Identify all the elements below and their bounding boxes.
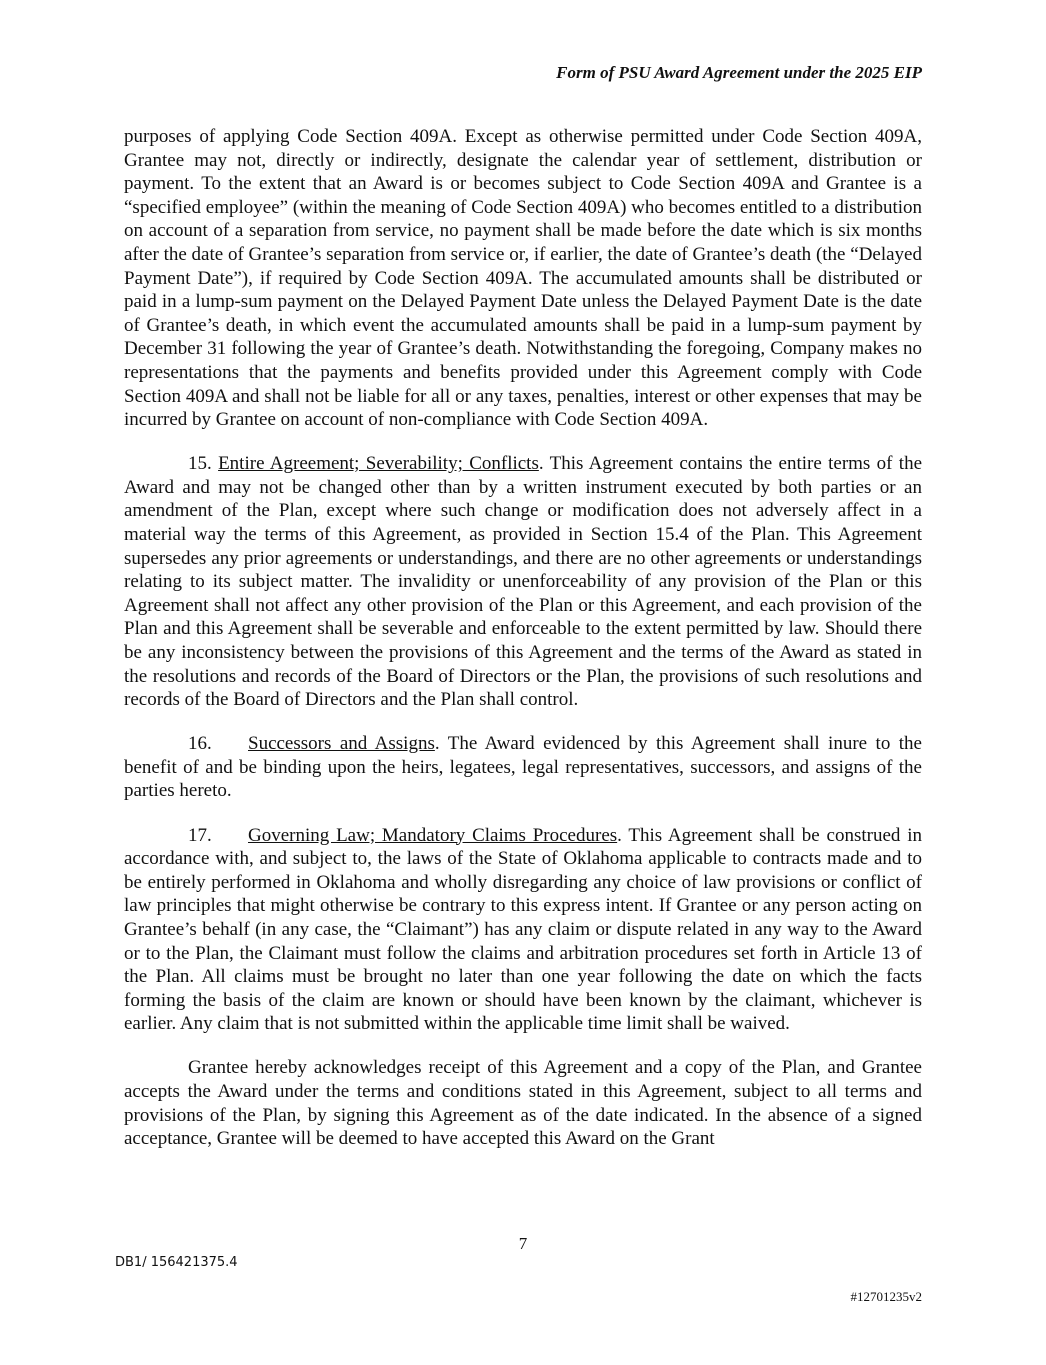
section-14-continuation: purposes of applying Code Section 409A. Except as otherwise permitted under Code Section 409A, Grantee may not, directly or indirectly, designate the calendar year of settlement, distribution or payment. To the extent that an Award is or becomes subject to Code Section 409A and Grantee is a “specified employee” (within the meaning of Code Section 409A) who becomes entitled to a distribution on account of a separation from service, no payment shall be made before the date which is six months after the date of Grantee’s separation from service or, if earlier, the date of Grantee’s death (the “Delayed Payment Date”), if required by Code Section 409A. The accumulated amounts shall be distributed or paid in a lump-sum payment on the Delayed Payment Date unless the Delayed Payment Date is the date of Grantee’s death, in which event the accumulated amounts shall be paid in a lump-sum payment by December 31 following the year of Grantee’s death. Notwithstanding the foregoing, Company makes no representations that the payments and benefits provided under this Agreement comply with Code Section 409A and shall not be liable for all or any taxes, penalties, interest or other expenses that may be incurred by Grantee on account of non-compliance with Code Section 409A. bbox=[124, 126, 922, 431]
section-17-number: 17. bbox=[188, 824, 212, 846]
section-15-body: . This Agreement contains the entire terms of the Award and may not be changed other than by a written instrument executed by both parties or an amendment of the Plan, except where such change or modification does not adversely affect in a material way the terms of this Agreement, as provided in Section 15.4 of the Plan. This Agreement supersedes any prior agreements or understandings, and there are no other agreements or understandings relating to its subject matter. The invalidity or unenforceability of any provision of the Plan or this Agreement shall not affect any other provision of the Plan or this Agreement, and each provision of the Plan and this Agreement shall be severable and enforceable to the extent permitted by law. Should there be any inconsistency between the provisions of this Agreement and the terms of the Award as stated in the resolutions and records of the Board of Directors or the Plan, the provisions of such resolutions and records of the Board of Directors and the Plan shall control. bbox=[124, 453, 923, 711]
section-16-paragraph bbox=[124, 732, 922, 803]
document-header-title: Form of PSU Award Agreement under the 2025 EIP bbox=[556, 63, 922, 82]
section-16-body: . The Award evidenced by this Agreement shall inure to the benefit of and be binding upon the heirs, legatees, legal representatives, successors, and assigns of the parties hereto. bbox=[124, 733, 922, 802]
acknowledgment-text: Grantee hereby acknowledges receipt of this Agreement and a copy of the Plan, and Grantee accepts the Award under the terms and conditions stated in this Agreement, subject to all terms and provisions of the Plan, by signing this Agreement as of the date indicated. In the absence of a signed acceptance, Grantee will be deemed to have accepted this Award on the Grant bbox=[124, 1057, 922, 1150]
section-17-heading: Governing Law; Mandatory Claims Procedures bbox=[248, 824, 618, 846]
page-number: 7 bbox=[518, 1234, 528, 1253]
section-15-paragraph bbox=[124, 452, 922, 712]
document-body bbox=[124, 125, 922, 1171]
section-16-heading: Successors and Assigns bbox=[248, 733, 435, 755]
acknowledgment-paragraph bbox=[124, 1056, 922, 1150]
section-15-number: 15. bbox=[188, 453, 212, 475]
document-id: DB1/ 156421375.4 bbox=[115, 1255, 238, 1270]
section-15-heading: Entire Agreement; Severability; Conflicts bbox=[218, 453, 539, 475]
section-17-body: . This Agreement shall be construed in accordance with, and subject to, the laws of the State of Oklahoma applicable to contracts made and to be entirely performed in Oklahoma and wholly disregarding any choice of law provisions or conflict of law principles that might otherwise be contrary to this express intent. If Grantee or any person acting on Grantee’s behalf (in any case, the “Claimant”) has any claim or dispute related in any way to the Award or to the Plan, the Claimant must follow the claims and arbitration procedures set forth in Article 13 of the Plan. All claims must be brought no later than one year following the date on which the facts forming the basis of the claim are known or should have been known by the claimant, whichever is earlier. Any claim that is not submitted within the applicable time limit shall be waived. bbox=[124, 824, 922, 1035]
section-16-number: 16. bbox=[188, 733, 212, 755]
document-version: #12701235v2 bbox=[850, 1289, 922, 1304]
section-17-paragraph bbox=[124, 824, 922, 1036]
